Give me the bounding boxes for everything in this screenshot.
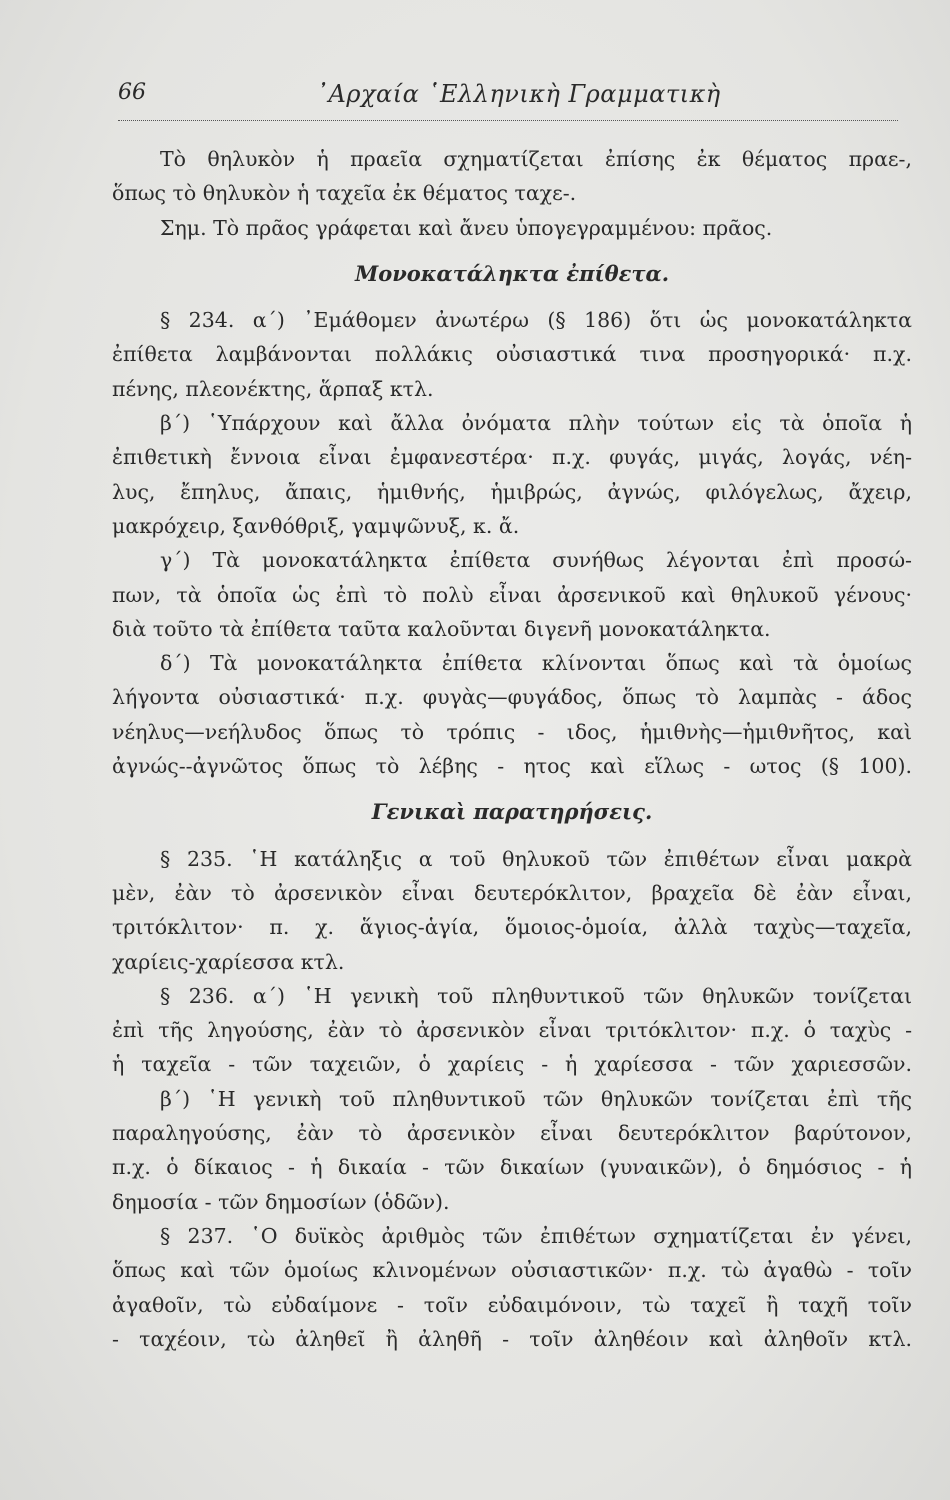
text-line: τριτόκλιτον· π. χ. ἅγιος-ἁγία, ὅμοιος-ὁμοία, ἀλλὰ ταχὺς—ταχεῖα, (112, 915, 912, 940)
text-line: ἐπιθετικὴ ἔννοια εἶναι ἐμφανεστέρα· π.χ. φυγάς, μιγάς, λογάς, νέη- (112, 445, 912, 470)
text-line: β΄) ῾Η γενικὴ τοῦ πληθυντικοῦ τῶν θηλυκῶν τονίζεται ἐπὶ τῆς (160, 1086, 912, 1111)
page-header (118, 78, 898, 118)
text-line: - ταχέοιν, τὼ ἀληθεῖ ἢ ἀληθῆ - τοῖν ἀληθέοιν καὶ ἀληθοῖν κτλ. (112, 1326, 912, 1351)
text-line: νέηλυς—νεήλυδος ὅπως τὸ τρόπις - ιδος, ἡμιθνὴς—ἡμιθνῆτος, καὶ (112, 719, 912, 744)
text-line: λήγοντα οὐσιαστικά· π.χ. φυγὰς—φυγάδος, ὅπως τὸ λαμπὰς - άδος (112, 685, 912, 710)
text-line: § 237. ῾Ο δυϊκὸς ἀριθμὸς τῶν ἐπιθέτων σχηματίζεται ἐν γένει, (160, 1223, 912, 1248)
text-line: § 236. α΄) ῾Η γενικὴ τοῦ πληθυντικοῦ τῶν θηλυκῶν τονίζεται (160, 983, 912, 1008)
text-line: δημοσία - τῶν δημοσίων (ὁδῶν). (112, 1189, 450, 1214)
text-line: γ΄) Τὰ μονοκατάληκτα ἐπίθετα συνήθως λέγονται ἐπὶ προσώ- (160, 548, 912, 573)
text-line: λυς, ἔπηλυς, ἄπαις, ἡμιθνής, ἡμιβρώς, ἀγνώς, φιλόγελως, ἄχειρ, (112, 479, 912, 504)
text-line: π.χ. ὁ δίκαιος - ἡ δικαία - τῶν δικαίων (γυναικῶν), ὁ δημόσιος - ἡ (112, 1155, 912, 1180)
text-line: πων, τὰ ὁποῖα ὡς ἐπὶ τὸ πολὺ εἶναι ἀρσενικοῦ καὶ θηλυκοῦ γένους· (112, 582, 912, 607)
text-line: χαρίεις-χαρίεσσα κτλ. (112, 949, 345, 974)
text-line: ἡ ταχεῖα - τῶν ταχειῶν, ὁ χαρίεις - ἡ χαρίεσσα - τῶν χαριεσσῶν. (112, 1052, 912, 1077)
text-line: Τὸ θηλυκὸν ἡ πραεῖα σχηματίζεται ἐπίσης ἐκ θέματος πραε-, (160, 147, 912, 171)
text-line: διὰ τοῦτο τὰ ἐπίθετα ταῦτα καλοῦνται διγενῆ μονοκατάληκτα. (112, 616, 771, 641)
text-line: μακρόχειρ, ξανθόθριξ, γαμψῶνυξ, κ. ἄ. (112, 513, 520, 538)
page-number: 66 (118, 80, 146, 105)
text-line: § 235. ῾Η κατάληξις α τοῦ θηλυκοῦ τῶν ἐπιθέτων εἶναι μακρὰ (160, 846, 912, 871)
section-heading: Μονοκατάληκτα ἐπίθετα. (354, 260, 670, 286)
text-line: ἐπίθετα λαμβάνονται πολλάκις οὐσιαστικά τινα προσηγορικά· π.χ. (112, 342, 912, 367)
text-line: παραληγούσης, ἐὰν τὸ ἀρσενικὸν εἶναι δευτερόκλιτον βαρύτονον, (112, 1121, 912, 1146)
text-line: πένης, πλεονέκτης, ἅρπαξ κτλ. (112, 376, 434, 401)
text-line: ὅπως τὸ θηλυκὸν ἡ ταχεῖα ἐκ θέματος ταχε-. (112, 181, 577, 206)
text-line: § 234. α΄) ᾿Εμάθομεν ἀνωτέρω (§ 186) ὅτι ὡς μονοκατάληκτα (160, 308, 912, 333)
text-line: μὲν, ἐὰν τὸ ἀρσενικὸν εἶναι δευτερόκλιτον, βραχεῖα δὲ ἐὰν εἶναι, (112, 880, 912, 905)
text-line: ἀγνώς--ἀγνῶτος ὅπως τὸ λέβης - ητος καὶ εἵλως - ωτος (§ 100). (112, 754, 912, 779)
text-line: ἀγαθοῖν, τὼ εὐδαίμονε - τοῖν εὐδαιμόνοιν, τὼ ταχεῖ ἢ ταχῆ τοῖν (112, 1292, 912, 1317)
text-line: ἐπὶ τῆς ληγούσης, ἐὰν τὸ ἀρσενικὸν εἶναι τριτόκλιτον· π.χ. ὁ ταχὺς - (112, 1018, 912, 1043)
section-heading: Γενικαὶ παρατηρήσεις. (371, 799, 653, 825)
text-line: β΄) ῾Υπάρχουν καὶ ἄλλα ὀνόματα πλὴν τούτων εἰς τὰ ὁποῖα ἡ (160, 411, 912, 436)
text-line: δ΄) Τὰ μονοκατάληκτα ἐπίθετα κλίνονται ὅπως καὶ τὰ ὁμοίως (160, 651, 912, 676)
text-line: Σημ. Τὸ πρᾶος γράφεται καὶ ἄνευ ὑπογεγραμμένου: πρᾶος. (160, 215, 773, 240)
running-title: ᾿Αρχαία ῾Ελληνικὴ Γραμματικὴ (316, 80, 721, 108)
text-line: ὅπως καὶ τῶν ὁμοίως κλινομένων οὐσιαστικῶν· π.χ. τὼ ἀγαθὼ - τοῖν (112, 1258, 912, 1283)
header-rule (118, 120, 898, 121)
page-body (112, 142, 912, 1356)
